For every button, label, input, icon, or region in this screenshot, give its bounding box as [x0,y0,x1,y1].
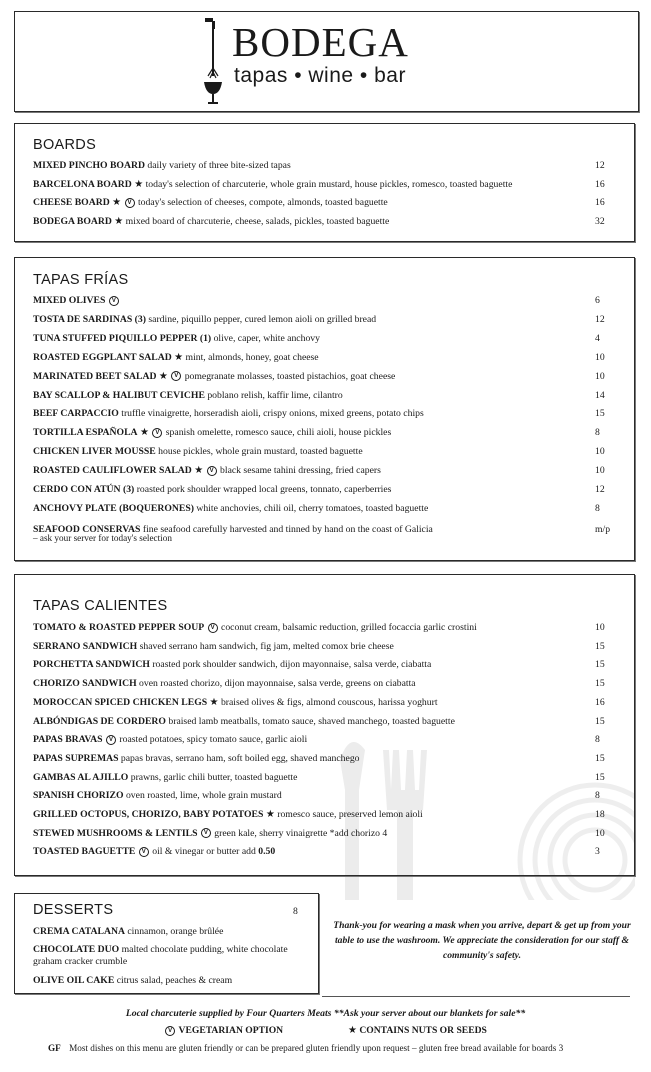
menu-item-desc: pomegranate molasses, toasted pistachios, goat cheese [184,370,396,382]
star-icon: ★ [112,197,122,208]
menu-item [33,197,608,209]
logo-title: BODEGA [232,19,409,65]
dessert-name: CREMA CATALANA [33,926,125,937]
menu-item-desc: romesco sauce, preserved lemon aioli [277,809,423,820]
v-circle-icon: V [208,623,218,633]
menu-item-name: SERRANO SANDWICH [33,640,138,652]
menu-item [33,446,608,458]
menu-item-name: PORCHETTA SANDWICH [33,659,150,671]
menu-item-price: 15 [595,678,605,690]
dessert-desc: malted chocolate pudding, white chocolate [121,944,288,955]
menu-item-desc: braised olives & figs, almond couscous, harissa yoghurt [220,696,438,708]
menu-item [33,160,608,172]
nuts-legend: CONTAINS NUTS OR SEEDS [359,1025,487,1036]
menu-item-name: TORTILLA ESPAÑOLA [33,427,138,439]
menu-item-desc: roasted pork shoulder wrapped local greens, tonnato, caperberries [136,484,392,495]
menu-item-price: 8 [595,790,600,802]
menu-item-price: 10 [595,465,605,477]
menu-item-name: GRILLED OCTOPUS, CHORIZO, BABY POTATOES [33,809,264,820]
menu-item [33,772,608,784]
menu-item-desc: mixed board of charcuterie, cheese, salads, pickles, toasted baguette [125,215,390,227]
v-circle-icon: V [109,296,119,306]
menu-item-name: ALBÓNDIGAS DE CORDERO [33,715,166,727]
veg-legend: VEGETARIAN OPTION [178,1025,284,1036]
menu-item [33,659,608,671]
menu-item-price: 10 [595,351,605,363]
menu-item [33,503,608,515]
menu-item-name: CHICKEN LIVER MOUSSE [33,446,156,458]
menu-item-desc: braised lamb meatballs, tomato sauce, shaved manchego, toasted baguette [168,715,455,727]
v-circle-icon: V [165,1026,175,1036]
menu-item-name: PAPAS BRAVAS [33,734,103,746]
star-icon: ★ [158,370,168,382]
menu-item-price: 32 [595,215,605,227]
menu-item-desc: oven roasted chorizo, dijon mayonnaise, salsa verde, greens on ciabatta [139,678,416,690]
menu-item-price: 12 [595,484,605,495]
menu-item [33,622,608,634]
dessert-name: OLIVE OIL CAKE [33,975,115,986]
wine-bottle-glass-icon [200,16,230,106]
menu-item [33,753,608,765]
section-title-tapas-frias: TAPAS FRÍAS [33,272,129,288]
menu-item-desc: fine seafood carefully harvested and tinned by hand on the coast of Galicia [142,523,433,535]
menu-item [33,390,608,402]
menu-item-name: MARINATED BEET SALAD [33,370,157,382]
menu-item [33,333,608,345]
menu-item-price: 10 [595,446,605,458]
dessert-desc-continued: graham cracker crumble [33,956,128,967]
menu-item-price: m/p [595,523,611,535]
gf-label: GF [48,1043,61,1053]
menu-item [33,809,608,821]
menu-item-price: 15 [595,715,605,727]
v-circle-icon: V [201,828,211,838]
menu-item [33,697,608,709]
menu-item-price: 16 [595,178,605,190]
menu-item [33,216,608,228]
menu-item [33,371,608,383]
star-icon: ★ [209,696,219,708]
menu-item-price: 8 [595,427,600,439]
menu-item [33,179,608,191]
menu-item-price: 15 [595,752,605,764]
menu-item [33,790,608,802]
dessert-desc: cinnamon, orange brûlée [127,926,224,937]
menu-item [33,828,608,840]
menu-item-desc: today's selection of charcuterie, whole grain mustard, house pickles, romesco, toasted baguette [145,178,513,190]
menu-item-price: 16 [595,696,605,708]
menu-item-desc: roasted pork shoulder sandwich, dijon mayonnaise, salsa verde, ciabatta [152,659,432,671]
divider [322,996,630,997]
menu-item-desc: white anchovies, chili oil, cherry tomatoes, toasted baguette [196,502,429,514]
menu-item-price: 14 [595,389,605,401]
star-icon: ★ [174,351,184,363]
v-circle-icon: V [207,466,217,476]
menu-item-name: PAPAS SUPREMAS [33,752,119,764]
menu-item [33,846,608,858]
charcuterie-note: Local charcuterie supplied by Four Quarters Meats [125,1008,332,1019]
menu-item-desc: oven roasted, lime, whole grain mustard [125,790,282,802]
menu-item-price: 12 [595,160,605,171]
menu-item-name: TOSTA DE SARDINAS (3) [33,313,146,325]
menu-item-desc: house pickles, whole grain mustard, toasted baguette [158,446,363,458]
menu-item-desc: daily variety of three bite-sized tapas [147,160,291,171]
menu-item-desc: today's selection of cheeses, compote, almonds, toasted baguette [137,197,388,208]
menu-item-price: 8 [595,502,600,514]
menu-item-price: 16 [595,197,605,208]
dessert-item [33,944,288,956]
menu-item-name: ANCHOVY PLATE (BOQUERONES) [33,502,194,514]
menu-item-desc: black sesame tahini dressing, fried capers [220,465,381,477]
dessert-item [33,975,232,987]
menu-item-price: 3 [595,846,600,858]
menu-item-name: BEEF CARPACCIO [33,408,119,420]
section-title-desserts: DESSERTS [33,902,114,918]
menu-item-desc-bold: 0.50 [258,846,276,858]
menu-item [33,484,608,496]
menu-item-desc: mint, almonds, honey, goat cheese [185,351,319,363]
menu-item-desc: spanish omelette, romesco sauce, chili aioli, house pickles [165,427,392,439]
dessert-desc: citrus salad, peaches & cream [116,975,233,986]
menu-item-desc: roasted potatoes, spicy tomato sauce, garlic aioli [119,734,308,746]
menu-item [33,734,608,746]
section-title-tapas-calientes: TAPAS CALIENTES [33,598,168,614]
star-icon: ★ [139,427,149,439]
gf-note [48,1043,563,1053]
menu-item-price: 10 [595,370,605,382]
menu-item [33,427,608,439]
menu-item-name: STEWED MUSHROOMS & LENTILS [33,827,198,839]
menu-item-desc: coconut cream, balsamic reduction, grilled focaccia garlic crostini [221,622,477,633]
v-circle-icon: V [139,847,149,857]
menu-item-name: CHEESE BOARD [33,197,110,208]
menu-item-name: TOASTED BAGUETTE [33,846,136,858]
menu-item-name: CHORIZO SANDWICH [33,678,137,690]
legend [0,1025,651,1036]
v-circle-icon: V [152,428,162,438]
menu-item-name: BARCELONA BOARD [33,178,132,190]
menu-item-desc: truffle vinaigrette, horseradish aioli, crispy onions, mixed greens, potato chips [121,408,424,420]
mask-thanks-note: Thank-you for wearing a mask when you arrive, depart & get up from your table to use the washroom. We appreciate the consideration for our staff & community's safety. [333,920,631,961]
menu-item [33,465,608,477]
menu-item [33,314,608,326]
menu-item-name: TUNA STUFFED PIQUILLO PEPPER (1) [33,332,212,344]
menu-item-desc: green kale, sherry vinaigrette *add chorizo 4 [214,827,388,839]
desserts-price: 8 [293,906,298,917]
star-icon: ★ [265,809,275,820]
star-icon: ★ [347,1025,357,1036]
menu-item-name: MIXED PINCHO BOARD [33,160,145,171]
menu-item-desc: shaved serrano ham sandwich, fig jam, melted comox brie cheese [139,640,394,652]
logo-subtitle: tapas • wine • bar [234,64,406,87]
menu-item-name: MIXED OLIVES [33,295,106,306]
menu-item [33,641,608,653]
v-circle-icon: V [125,198,135,208]
v-circle-icon: V [171,371,181,381]
menu-item-price: 10 [595,827,605,839]
menu-item [33,678,608,690]
menu-item-name: TOMATO & ROASTED PEPPER SOUP [33,622,205,633]
dessert-item [33,926,223,938]
menu-item-price: 15 [595,640,605,652]
menu-item-name: GAMBAS AL AJILLO [33,771,129,783]
menu-item [33,408,608,420]
menu-item-desc: sardine, piquillo pepper, cured lemon aioli on grilled bread [148,313,377,325]
menu-item-name: ROASTED EGGPLANT SALAD [33,351,172,363]
star-icon: ★ [114,215,124,227]
menu-item-desc: poblano relish, kaffir lime, cilantro [207,389,343,401]
footer-notes [0,1008,651,1019]
menu-item [33,716,608,728]
menu-item-price: 12 [595,313,605,325]
menu-item-name: SPANISH CHORIZO [33,790,124,802]
menu-item-price: 8 [595,734,600,746]
conservas-note: – ask your server for today's selection [33,533,172,543]
blankets-note: **Ask your server about our blankets for sale** [333,1008,526,1019]
dessert-name: CHOCOLATE DUO [33,944,120,955]
menu-item-name: CERDO CON ATÚN (3) [33,484,135,495]
menu-item-price: 6 [595,295,600,306]
menu-item-desc: olive, caper, white anchovy [213,332,320,344]
menu-item-price: 15 [595,771,605,783]
menu-item-price: 15 [595,408,605,420]
menu-item-name: SEAFOOD CONSERVAS [33,523,141,535]
v-circle-icon: V [106,735,116,745]
menu-item-name: BAY SCALLOP & HALIBUT CEVICHE [33,389,205,401]
star-icon: ★ [194,465,204,477]
menu-item-desc: prawns, garlic chili butter, toasted baguette [130,771,298,783]
menu-item-price: 15 [595,659,605,671]
menu-item-name: MOROCCAN SPICED CHICKEN LEGS [33,696,208,708]
menu-item [33,295,608,307]
menu-item-desc: oil & vinegar or butter add [152,846,256,858]
menu-item-price: 18 [595,809,605,820]
logo [200,16,440,106]
menu-item-price: 10 [595,622,605,633]
menu-item [33,352,608,364]
menu-item-name: ROASTED CAULIFLOWER SALAD [33,465,192,477]
menu-item-price: 4 [595,332,600,344]
menu-item-desc: papas bravas, serrano ham, soft boiled egg, shaved manchego [120,752,360,764]
gf-text: Most dishes on this menu are gluten friendly or can be prepared gluten friendly upon request – gluten free bread available for boards 3 [69,1043,564,1053]
menu-item-name: BODEGA BOARD [33,215,112,227]
star-icon: ★ [134,178,144,190]
section-title-boards: BOARDS [33,137,97,153]
